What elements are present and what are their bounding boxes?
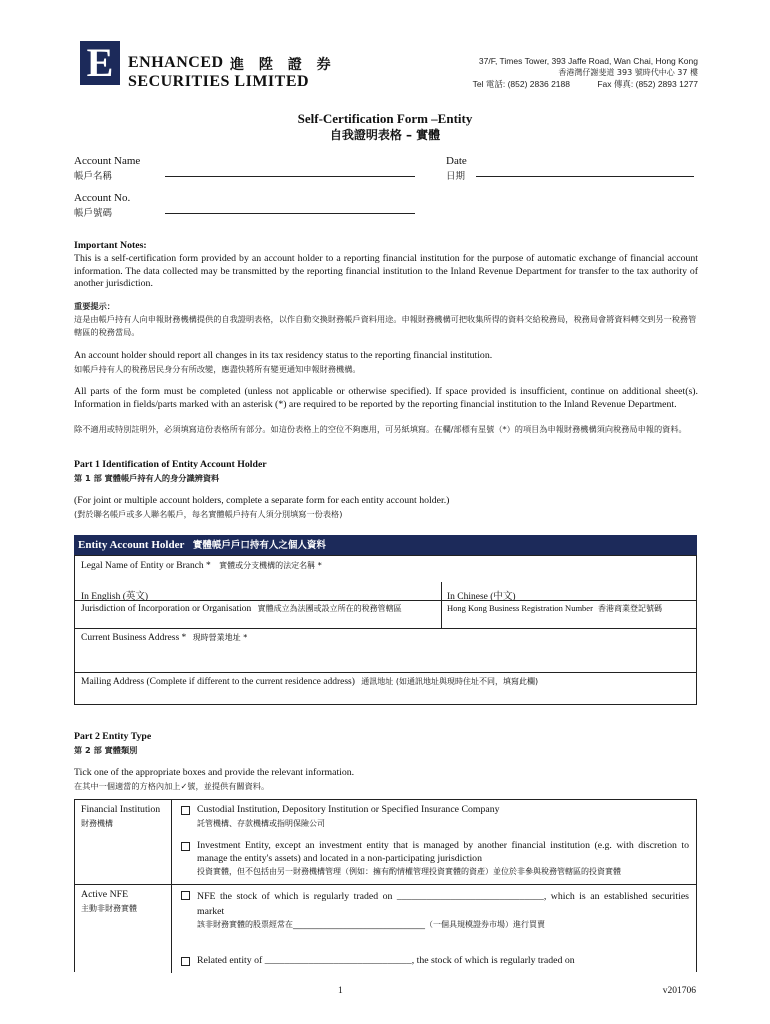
- account-no-input[interactable]: [165, 213, 415, 214]
- investment-checkbox[interactable]: [181, 842, 190, 851]
- br-number-cn: 香港商業登記號碼: [598, 604, 663, 613]
- nfe-label-cn: 主動非財務實體: [81, 904, 137, 913]
- opt1-label-cn: 託管機構、存款機構或指明保險公司: [197, 819, 325, 828]
- custodial-checkbox[interactable]: [181, 806, 190, 815]
- part1-heading-cn: 第 1 部 實體帳戶持有人的身分識辨資料: [74, 473, 220, 483]
- br-number-en: Hong Kong Business Registration Number: [447, 603, 593, 613]
- form-title: Self-Certification Form –Entity: [297, 111, 473, 126]
- date-input[interactable]: [476, 176, 694, 177]
- part2-instructions-cn: 在其中一個適當的方格內加上✓號，並提供有關資料。: [74, 781, 270, 791]
- entity-table-header: [74, 535, 697, 555]
- part1-heading: Part 1 Identification of Entity Account Holder: [74, 459, 267, 470]
- jurisdiction-en: Jurisdiction of Incorporation or Organisation: [81, 604, 252, 614]
- jurisdiction-cn: 實體成立為法團或設立所在的稅務管轄區: [257, 604, 402, 613]
- entity-type-table: [74, 799, 697, 972]
- current-address-label[interactable]: [81, 632, 247, 643]
- br-number-label[interactable]: [447, 603, 662, 614]
- notes-p3: All parts of the form must be completed (unless not applicable or otherwise specified). If space provided is insufficient, continue on additional sheet(s). Information in fields/parts marked with an asterisk (*) are required to be reported by the reporting financial institution to the Inland Revenue Department.: [74, 386, 698, 410]
- fi-label-cn: 財務機構: [81, 819, 113, 828]
- date-label: Date: [446, 155, 467, 167]
- notes-heading-cn: 重要提示：: [74, 301, 115, 311]
- opt3-label-cn: 該非財務實體的股票經常在_________________________________（一個具規模證券市場）進行買賣: [197, 920, 545, 929]
- nfe-traded-checkbox[interactable]: [181, 891, 190, 900]
- notes-p2: An account holder should report all changes in its tax residency status to the reporting financial institution.: [74, 350, 493, 361]
- notes-heading: Important Notes:: [74, 240, 147, 251]
- part1-instructions: (For joint or multiple account holders, complete a separate form for each entity account holder.): [74, 495, 450, 506]
- mailing-address-cn: 通訊地址 (如通訊地址與現時住址不同，填寫此欄): [361, 677, 539, 686]
- legal-name-en: Legal Name of Entity or Branch *: [81, 561, 211, 571]
- related-entity-checkbox[interactable]: [181, 957, 190, 966]
- notes-p1: This is a self-certification form provided by an account holder to a reporting financial institution for the purpose of automatic exchange of financial account information. The data collected may be transmitted by the reporting financial institution to the Inland Revenue Department for transfer to the tax authority of another jurisdiction.: [74, 253, 698, 290]
- mailing-address-label[interactable]: [81, 676, 538, 687]
- account-name-input[interactable]: [165, 176, 415, 177]
- company-name-line1: ENHANCED: [128, 54, 224, 71]
- in-english-label[interactable]: In English (英文): [81, 592, 149, 602]
- part2-instructions: Tick one of the appropriate boxes and provide the relevant information.: [74, 767, 355, 778]
- opt4-label: Related entity of ______________________________, the stock of which is regularly traded on: [197, 955, 575, 966]
- opt2-label-cn: 投資實體，但不包括由另一財務機構管理（例如：擁有酌情權管理投資實體的資產）並位於非參與稅務管轄區的投資實體: [197, 867, 621, 876]
- current-address-cn: 現時營業地址 *: [192, 633, 248, 642]
- tel: Tel 電話: (852) 2836 2188: [472, 79, 570, 89]
- page-number: 1: [338, 986, 343, 996]
- legal-name-cn: 實體或分支機構的法定名稱 *: [219, 561, 322, 570]
- company-logo: [80, 41, 120, 85]
- notes-p1-cn: 這是由帳戶持有人向申報財務機構提供的自我證明表格，以作自動交換財務帳戶資料用途。申報財務機構可把收集所得的資料交給稅務局，稅務局會將資料轉交到另一稅務管轄區的稅務當局。: [74, 314, 697, 337]
- entity-header-cn: 實體帳戶戶口持有人之個人資料: [192, 540, 326, 551]
- notes-p3-cn: 除不適用或特別註明外，必須填寫這份表格所有部分。如這份表格上的空位不夠應用，可另紙填寫。在欄/部標有星號（*）的項目為申報財務機構須向稅務局申報的資料。: [74, 424, 687, 434]
- entity-table: [74, 555, 697, 705]
- mailing-address-en: Mailing Address (Complete if different to the current residence address): [81, 677, 355, 687]
- company-name-line2: SECURITIES LIMITED: [128, 73, 310, 90]
- address-en: 37/F, Times Tower, 393 Jaffe Road, Wan Chai, Hong Kong: [478, 56, 698, 66]
- opt1-label: Custodial Institution, Depository Institution or Specified Insurance Company: [197, 804, 500, 815]
- account-name-label: Account Name: [74, 155, 141, 167]
- date-label-cn: 日期: [446, 171, 466, 182]
- logo-letter: E: [86, 40, 114, 85]
- account-name-label-cn: 帳戶名稱: [74, 171, 113, 182]
- legal-name-label[interactable]: [81, 560, 322, 571]
- notes-p2-cn: 如帳戶持有人的稅務居民身分有所改變，應盡快將所有變更通知申報財務機構。: [74, 364, 361, 374]
- address-cn: 香港灣仔謝斐道 393 號時代中心 37 樓: [558, 68, 698, 77]
- opt3-label: NFE the stock of which is regularly traded on ______________________________, which is an established securities market: [197, 891, 689, 917]
- company-name-cn: 進 陞 證 券: [230, 57, 336, 73]
- account-no-label-cn: 帳戶號碼: [74, 208, 113, 219]
- part2-heading: Part 2 Entity Type: [74, 731, 152, 742]
- entity-header-en: Entity Account Holder: [78, 539, 185, 551]
- opt2-label: Investment Entity, except an investment entity that is managed by another financial institution (e.g. with discretion to manage the entity's assets) and located in a non-participating jurisdiction: [197, 840, 689, 864]
- jurisdiction-label[interactable]: [81, 603, 402, 614]
- form-title-cn: 自我證明表格 – 實體: [329, 128, 441, 142]
- account-no-label: Account No.: [74, 192, 131, 204]
- part2-heading-cn: 第 2 部 實體類別: [74, 745, 138, 755]
- form-version: v201706: [662, 986, 696, 996]
- nfe-label: Active NFE: [81, 889, 129, 900]
- current-address-en: Current Business Address *: [81, 633, 187, 643]
- fax: Fax 傳真: (852) 2893 1277: [597, 79, 698, 89]
- fi-label: Financial Institution: [81, 804, 161, 815]
- in-chinese-label[interactable]: In Chinese (中文): [447, 592, 516, 602]
- part1-instructions-cn: (對於聯名帳戶或多人聯名帳戶，每名實體帳戶持有人須分別填寫一份表格): [74, 509, 343, 519]
